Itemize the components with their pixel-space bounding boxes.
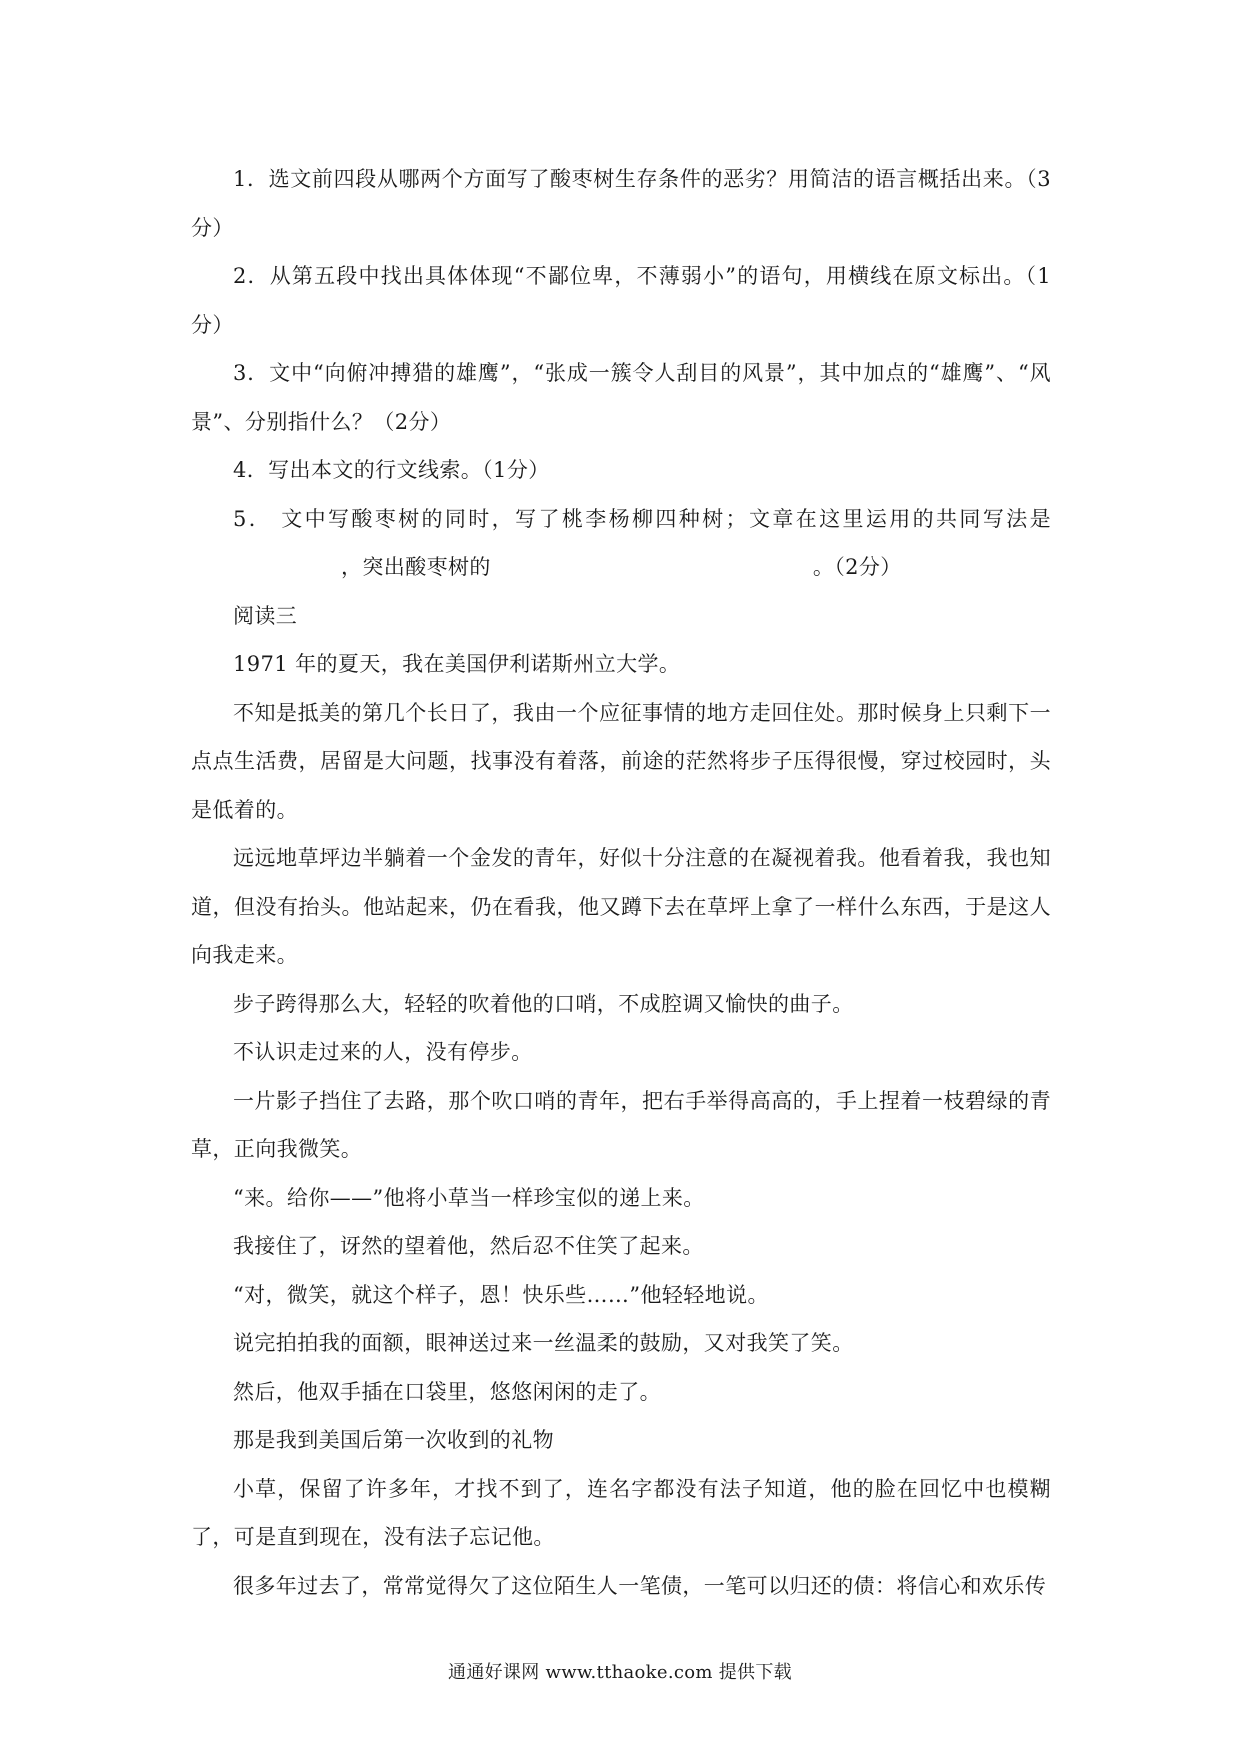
passage-paragraph: 不知是抵美的第几个长日了，我由一个应征事情的地方走回住处。那时候身上只剩下一点点生活费，居留是大问题，找事没有着落，前途的茫然将步子压得很慢，穿过校园时，头是低着的。 bbox=[191, 700, 1051, 822]
section-title: 阅读三 bbox=[233, 603, 298, 628]
page-footer: 通通好课网 www.tthaoke.com 提供下载 bbox=[448, 1662, 792, 1683]
question-5-lead: 5． 文中写酸枣树的同时，写了桃李杨柳四种树；文章在这里运用的共同写法是 bbox=[233, 506, 1051, 531]
question-4: 4．写出本文的行文线索。（1分） bbox=[233, 458, 550, 482]
question-3: 3．文中“向俯冲搏猎的雄鹰”，“张成一簇令人刮目的风景”，其中加点的“雄鹰”、“风景”、分别指什么？（2分） bbox=[191, 361, 1051, 434]
question-1: 1．选文前四段从哪两个方面写了酸枣树生存条件的恶劣？用简洁的语言概括出来。（3分） bbox=[191, 167, 1051, 240]
passage-paragraph: “来。给你——”他将小草当一样珍宝似的递上来。 bbox=[233, 1185, 705, 1210]
passage-paragraph: 1971 年的夏天，我在美国伊利诺斯州立大学。 bbox=[233, 652, 681, 676]
question-5-mid: ，突出酸枣树的 bbox=[341, 555, 491, 579]
passage-paragraph: “对，微笑，就这个样子，恩！快乐些……”他轻轻地说。 bbox=[233, 1282, 769, 1307]
document-body bbox=[191, 155, 1051, 1610]
passage-paragraph: 说完拍拍我的面额，眼神送过来一丝温柔的鼓励，又对我笑了笑。 bbox=[233, 1331, 854, 1355]
passage-paragraph: 那是我到美国后第一次收到的礼物 bbox=[233, 1428, 554, 1452]
passage-paragraph: 我接住了，讶然的望着他，然后忍不住笑了起来。 bbox=[233, 1234, 704, 1258]
question-5 bbox=[191, 495, 1051, 592]
question-5-tail: 。（2分） bbox=[812, 555, 902, 579]
question-2: 2．从第五段中找出具体体现“不鄙位卑，不薄弱小”的语句，用横线在原文标出。（1分） bbox=[191, 264, 1051, 337]
passage-paragraph: 然后，他双手插在口袋里，悠悠闲闲的走了。 bbox=[233, 1379, 661, 1404]
passage-paragraph: 远远地草坪边半躺着一个金发的青年，好似十分注意的在凝视着我。他看着我，我也知道，但没有抬头。他站起来，仍在看我，他又蹲下去在草坪上拿了一样什么东西，于是这人向我走来。 bbox=[191, 846, 1051, 967]
passage-paragraph: 小草，保留了许多年，才找不到了，连名字都没有法子知道，他的脸在回忆中也模糊了，可是直到现在，没有法子忘记他。 bbox=[191, 1476, 1051, 1549]
passage-paragraph: 步子跨得那么大，轻轻的吹着他的口哨，不成腔调又愉快的曲子。 bbox=[233, 991, 854, 1016]
passage-paragraph: 一片影子挡住了去路，那个吹口哨的青年，把右手举得高高的，手上捏着一枝碧绿的青草，正向我微笑。 bbox=[191, 1088, 1051, 1161]
passage-paragraph: 不认识走过来的人，没有停步。 bbox=[233, 1040, 533, 1064]
passage-paragraph: 很多年过去了，常常觉得欠了这位陌生人一笔债，一笔可以归还的债：将信心和欢乐传 bbox=[233, 1573, 1047, 1598]
